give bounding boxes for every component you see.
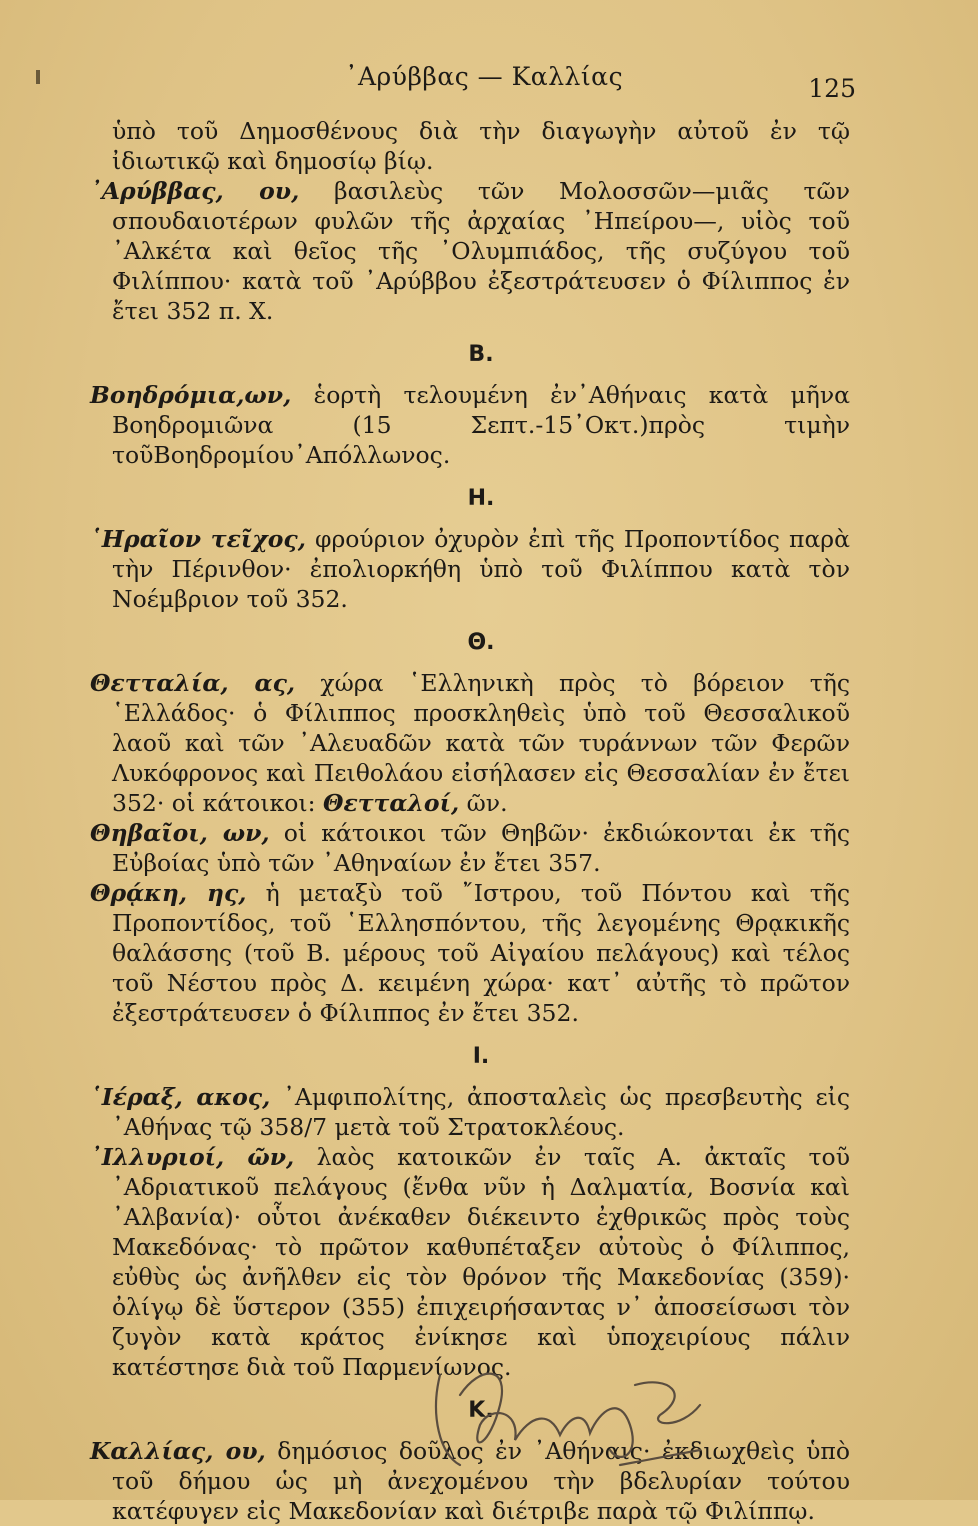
entry-headword: ῾Ηραῖον τεῖχος,: [90, 525, 306, 553]
entry-subheadword-ending: ῶν.: [459, 789, 508, 817]
glossary-entry: [90, 668, 850, 818]
section-heading-th: Θ.: [467, 630, 495, 655]
entry-definition: ἡ μεταξὺ τοῦ ῎Ιστρου, τοῦ Πόντου καὶ τῆς Προποντίδος, τοῦ ῾Ελλησπόντου, τῆς λεγομένης Θρᾳκικῆς θαλάσσης (τοῦ Β. μέρους τοῦ Αἰγαίου πελάγους) καὶ τέλος τοῦ Νέστου πρὸς Δ. κειμένη χώρα· κατ᾿ αὐτῆς τὸ πρῶτον ἐξεστράτευσεν ὁ Φίλιππος ἐν ἔτει 352.: [112, 879, 850, 1027]
glossary-entry: [90, 878, 850, 1028]
glossary-entry: [90, 1082, 850, 1142]
entry-definition: λαὸς κατοικῶν ἐν ταῖς Α. ἀκταῖς τοῦ ᾿Αδριατικοῦ πελάγους (ἔνθα νῦν ἡ Δαλματία, Βοσνία καὶ ᾿Αλβανία)· οὗτοι ἀνέκαθεν διέκειντο ἐχθρικῶς πρὸς τοὺς Μακεδόνας· τὸ πρῶτον καθυπέταξεν αὐτοὺς ὁ Φίλιππος, εὐθὺς ὡς ἀνῆλθεν εἰς τὸν θρόνον τῆς Μακεδονίας (359)· ὀλίγῳ δὲ ὕστερον (355) ἐπιχειρήσαντας ν᾿ ἀποσείσωσι τὸν ζυγὸν κατὰ κράτος ἐνίκησε καὶ ὑποχειρίους πάλιν κατέστησε διὰ τοῦ Παρμενίωνος.: [112, 1143, 850, 1381]
entries-h: [90, 524, 850, 614]
entries-b: [90, 380, 850, 470]
entry-headword: Θετταλία, ας,: [90, 669, 296, 697]
entry-headword: Θηβαῖοι, ων,: [90, 819, 270, 847]
glossary-entry: [90, 380, 850, 470]
glossary-entry: [90, 176, 850, 326]
section-heading-h: Η.: [467, 486, 495, 511]
section-heading-b: Β.: [468, 342, 494, 367]
handwritten-signature-icon: [420, 1355, 720, 1475]
entry-headword: ῾Ιέραξ, ακος,: [90, 1083, 271, 1111]
glossary-entry: [90, 818, 850, 878]
entry-definition: ἑορτὴ τελουμένη ἐν᾿Αθήναις κατὰ μῆνα Βοηδρομιῶνα (15 Σεπτ.-15᾿Οκτ.)πρὸς τιμὴν τοῦΒοηδρομίου᾿Απόλλωνος.: [112, 381, 850, 469]
running-head: ᾿Αρύββας — Καλλίας: [345, 62, 624, 91]
entry-definition: δημόσιος δοῦλος ἐν ᾿Αθήναις· ἐκδιωχθεὶς ὑπὸ τοῦ δήμου ὡς μὴ ἀνεχομένου τὴν βδελυρίαν τούτου κατέφυγεν εἰς Μακεδονίαν καὶ διέτριβε παρὰ τῷ Φιλίππῳ.: [112, 1437, 850, 1525]
entries-th: [90, 668, 850, 1028]
continued-paragraph: ὑπὸ τοῦ Δημοσθένους διὰ τὴν διαγωγὴν αὐτοῦ ἐν τῷ ἰδιωτικῷ καὶ δημοσίῳ βίῳ.: [112, 117, 850, 175]
entries-i: [90, 1082, 850, 1382]
entry-headword: ᾿Αρύββας, ου,: [90, 177, 300, 205]
entry-definition: βασιλεὺς τῶν Μολοσσῶν—μιᾶς τῶν σπουδαιοτέρων φυλῶν τῆς ἀρχαίας ᾿Ηπείρου—, υἱὸς τοῦ ᾿Αλκέτα καὶ θεῖος τῆς ᾿Ολυμπιάδος, τῆς συζύγου τοῦ Φιλίππου· κατὰ τοῦ ᾿Αρύββου ἐξεστράτευσεν ὁ Φίλιππος ἐν ἔτει 352 π. Χ.: [112, 177, 851, 325]
entry-definition: οἱ κάτοικοι τῶν Θηβῶν· ἐκδιώκονται ἐκ τῆς Εὐβοίας ὑπὸ τῶν ᾿Αθηναίων ἐν ἔτει 357.: [112, 819, 850, 877]
glossary-entry: [90, 1142, 850, 1382]
glossary-text: [90, 116, 850, 1526]
section-heading-k: Κ.: [468, 1398, 494, 1423]
entry-headword: Θρᾴκη, ης,: [90, 879, 247, 907]
section-heading-i: Ι.: [472, 1044, 490, 1069]
entry-subheadword: Θετταλοί,: [322, 789, 460, 817]
entry-headword: Βοηδρόμια,ων,: [90, 381, 292, 409]
entry-headword: ᾿Ιλλυριοί, ῶν,: [90, 1143, 295, 1171]
page-number: 125: [808, 74, 856, 103]
entry-definition: φρούριον ὀχυρὸν ἐπὶ τῆς Προποντίδος παρὰ τὴν Πέρινθον· ἐπολιορκήθη ὑπὸ τοῦ Φιλίππου κατὰ τὸν Νοέμβριον τοῦ 352.: [112, 525, 850, 613]
entry-definition: χώρα ῾Ελληνικὴ πρὸς τὸ βόρειον τῆς ῾Ελλάδος· ὁ Φίλιππος προσκληθεὶς ὑπὸ τοῦ Θεσσαλικοῦ λαοῦ καὶ τῶν ᾿Αλευαδῶν κατὰ τῶν τυράννων τῶν Φερῶν Λυκόφρονος καὶ Πειθολάου εἰσήλασεν εἰς Θεσσαλίαν ἐν ἔτει 352· οἱ κάτοικοι:: [112, 669, 850, 817]
entry-definition: ᾿Αμφιπολίτης, ἀποσταλεὶς ὡς πρεσβευτὴς εἰς ᾿Αθήνας τῷ 358/7 μετὰ τοῦ Στρατοκλέους.: [112, 1083, 850, 1141]
entries-a: [90, 176, 850, 326]
page-header: [0, 62, 978, 102]
glossary-entry: [90, 524, 850, 614]
entry-headword: Καλλίας, ου,: [90, 1437, 266, 1465]
